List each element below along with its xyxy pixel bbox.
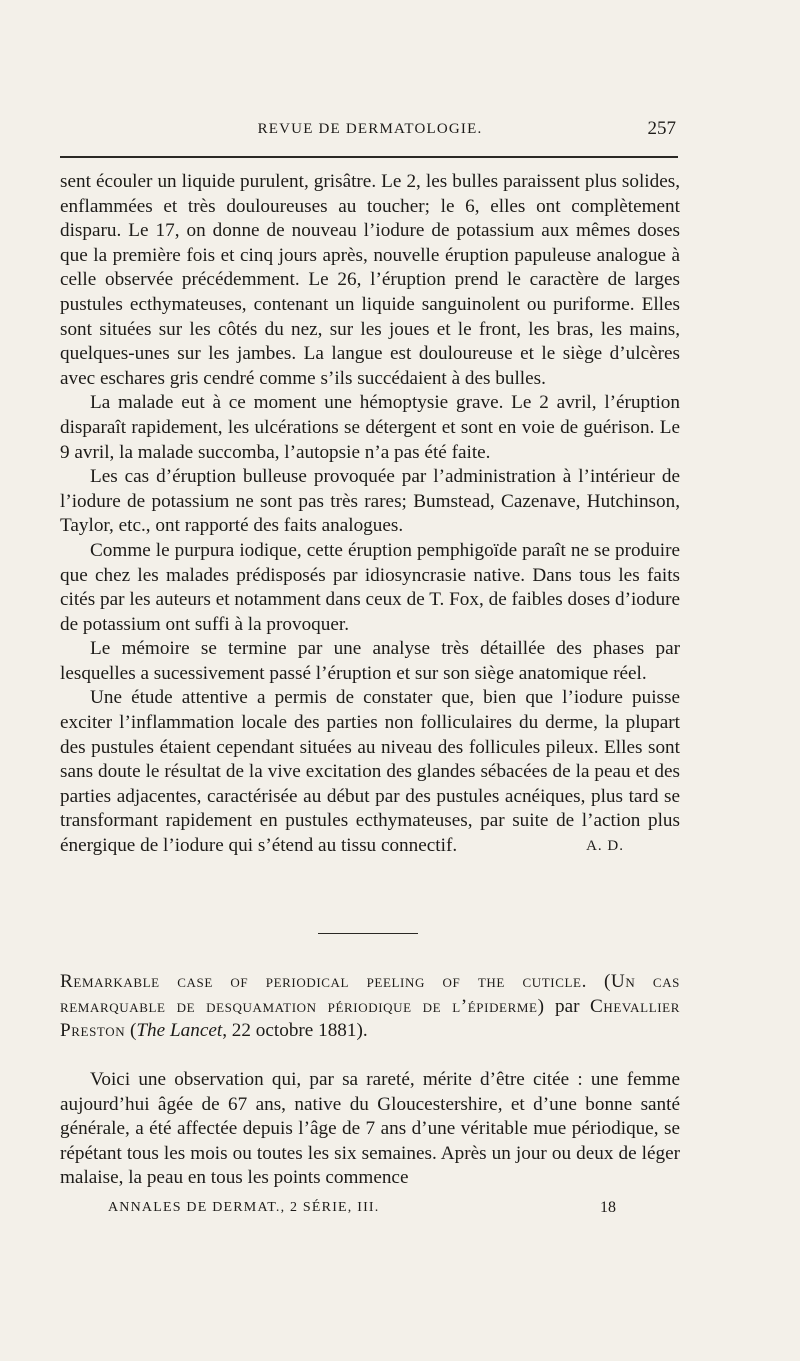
paragraph-text: Une étude attentive a permis de constater que, bien que l’iodure puisse exciter l’inflammation locale des parties non folliculaires du derme, la plupart des pustules étaient cependant situées au niveau des follicules pileux. Elles sont sans doute le résultat de la vive excitation des glandes sébacées de la peau et des parties adjacentes, caractérisée au début par des pustules acnéiques, plus tard se transformant rapidement en pustules ecthymateuses, par suite de l’action plus énergique de l’iodure qui s’étend au tissu connectif. xyxy=(60,687,680,857)
article-body xyxy=(60,1068,680,1191)
article-heading xyxy=(60,970,680,1044)
signature: A. D. xyxy=(586,838,624,855)
paragraph: Comme le purpura iodique, cette éruption pemphigoïde paraît ne se produire que chez les malades prédisposés par idiosyncrasie native. Dans tous les faits cités par les auteurs et notamment dans ceux de T. Fox, de faibles doses d’iodure de potassium ont suffi à la provoquer. xyxy=(60,539,680,635)
paragraph-last xyxy=(60,686,680,858)
title-french: (Un cas remarquable de desquamation périodique de l’épiderme) xyxy=(60,971,681,1017)
paragraph: Les cas d’éruption bulleuse provoquée par l’administration à l’intérieur de l’iodure de potassium ne sont pas très rares; Bumstead, Cazenave, Hutchinson, Taylor, etc., ont rapporté des faits analogues. xyxy=(60,466,680,537)
review-body xyxy=(60,170,680,859)
paragraph: Voici une observation qui, par sa rareté, mérite d’être citée : une femme aujourd’hui âgée de 67 ans, native du Gloucestershire, et d’une bonne santé générale, a été affectée depuis l’âge de 7 ans d’une véritable mue périodique, se répétant tous les mois ou toutes les six semaines. Après un jour ou deux de léger malaise, la peau en tous les points commence xyxy=(60,1069,680,1189)
paragraph: La malade eut à ce moment une hémoptysie grave. Le 2 avril, l’éruption disparaît rapidement, les ulcérations se détergent et sont en voie de guérison. Le 9 avril, la malade succomba, l’autopsie n’a pas été faite. xyxy=(60,392,680,463)
signature-mark: 18 xyxy=(600,1199,616,1216)
running-head: REVUE DE DERMATOLOGIE. xyxy=(257,121,483,137)
paragraph: Le mémoire se termine par une analyse très détaillée des phases par lesquelles a sucessivement passé l’éruption et sur son siège anatomique réel. xyxy=(60,638,680,684)
header-rule xyxy=(60,156,678,158)
author-name: Chevallier Preston xyxy=(60,995,680,1042)
signature-line: ANNALES DE DERMAT., 2 SÉRIE, III. xyxy=(108,1200,380,1215)
journal-name: The Lancet xyxy=(136,1020,223,1042)
by-word: par xyxy=(555,995,580,1017)
title-english: Remarkable case of periodical peeling of the cuticle. xyxy=(60,971,587,992)
page-header xyxy=(60,118,680,146)
page-number: 257 xyxy=(647,118,676,139)
paren-open: ( xyxy=(130,1020,137,1042)
paragraph: sent écouler un liquide purulent, grisâtre. Le 2, les bulles paraissent plus solides, enflammées et très douloureuses au toucher; le 6, elles ont complètement disparu. Le 17, on donne de nouveau l’iodure de potassium aux mêmes doses que la première fois et cinq jours après, nouvelle éruption papuleuse analogue à celle observée précédemment. Le 26, l’éruption prend le caractère de larges pustules ecthymateuses, contenant un liquide sanguinolent ou puriforme. Elles sont situées sur les côtés du nez, sur les joues et le front, les bras, les mains, quelques-unes sur les jambes. La langue est douloureuse et le siège d’ulcères avec eschares gris cendré comme s’ils succédaient à des bulles. xyxy=(60,171,680,389)
section-divider xyxy=(318,933,418,934)
journal-date: , 22 octobre 1881). xyxy=(222,1020,368,1042)
page-footer xyxy=(60,1197,680,1221)
